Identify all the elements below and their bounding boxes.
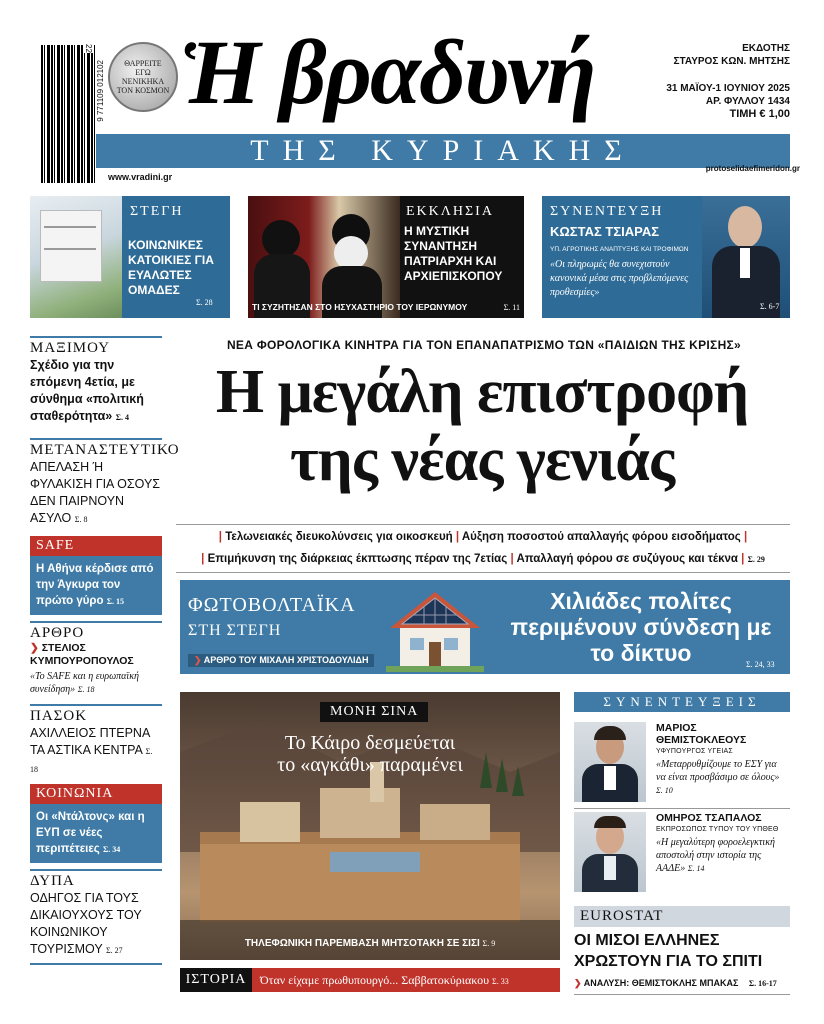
lead-kicker: ΝΕΑ ΦΟΡΟΛΟΓΙΚΑ ΚΙΝΗΤΡΑ ΓΙΑ ΤΟΝ ΕΠΑΝΑΠΑΤΡΙΣΜΟ ΤΩΝ «ΠΑΙΔΙΩΝ ΤΗΣ ΚΡΙΣΗΣ» — [226, 338, 742, 352]
pasok-text-body: ΑΧΙΛΛΕΙΟΣ ΠΤΕΡΝΑ ΤΑ ΑΣΤΙΚΑ ΚΕΝΤΡΑ — [30, 726, 150, 757]
eurostat-page: Σ. 16-17 — [748, 979, 777, 988]
website-link[interactable]: www.vradini.gr — [108, 172, 173, 182]
publisher-name: ΣΤΑΥΡΟΣ ΚΩΝ. ΜΗΤΣΗΣ — [673, 56, 790, 67]
divider — [30, 869, 162, 871]
solar-title: ΦΩΤΟΒΟΛΤΑΪΚΑ — [188, 594, 356, 616]
pasok-page: Σ. 18 — [30, 747, 153, 774]
church-caption: ΤΙ ΣΥΖΗΤΗΣΑΝ ΣΤΟ ΗΣΥΧΑΣΤΗΡΙΟ ΤΟΥ ΙΕΡΩΝΥΜΟΥ — [252, 302, 468, 312]
society-text-body: Οι «Ντάλτονς» και η ΕΥΠ σε νέες περιπέτειες — [36, 811, 145, 855]
divider — [30, 963, 162, 965]
history-page: Σ. 33 — [492, 977, 509, 986]
lead-headline-line-2: της νέας γενιάς — [289, 426, 675, 494]
coin-emblem — [108, 42, 178, 112]
church-headline: Η ΜΥΣΤΙΚΗ ΣΥΝΑΝΤΗΣΗ ΠΑΤΡΙΑΡΧΗ ΚΑΙ ΑΡΧΙΕΠΙΣΚΟΠΟΥ — [404, 224, 503, 283]
section-maximou: ΜΑΞΙΜΟΥ — [30, 340, 111, 356]
dypa-text-body: ΟΔΗΓΟΣ ΓΙΑ ΤΟΥΣ ΔΙΚΑΙΟΥΧΟΥΣ ΤΟΥ ΚΟΙΝΩΝΙΚΟΥ ΤΟΥΡΙΣΜΟΥ — [30, 891, 142, 956]
top-box-housing[interactable] — [30, 196, 230, 318]
history-text-body: Όταν είχαμε πρωθυπουργό... Σαββατοκύριακου — [260, 973, 490, 987]
housing-headline: ΚΟΙΝΩΝΙΚΕΣ ΚΑΤΟΙΚΙΕΣ ΓΙΑ ΕΥΑΛΩΤΕΣ ΟΜΑΔΕΣ — [128, 238, 214, 297]
section-migration: ΜΕΤΑΝΑΣΤΕΥΤΙΚΟ — [30, 442, 180, 458]
maximou-text-body: Σχέδιο για την επόμενη 4ετία, με σύνθημα «πολιτική σταθερότητα» — [30, 358, 144, 423]
tsapalos-quote — [656, 836, 788, 875]
church-page: Σ. 11 — [503, 302, 520, 312]
church-kicker: ΕΚΚΛΗΣΙΑ — [406, 204, 494, 219]
divider — [30, 621, 162, 623]
section-dypa: ΔΥΠΑ — [30, 873, 75, 889]
barcode-digits: 9 771109 012102 — [96, 60, 105, 122]
history-text — [260, 973, 509, 988]
tsapalos-quote-text: «Η μεγαλύτερη φοροελεγκτική αποστολή στην ιστορία της ΑΑΔΕ» — [656, 837, 775, 874]
tsapalos-photo — [574, 812, 646, 892]
top-box-interview[interactable] — [542, 196, 790, 318]
church-photo — [248, 196, 400, 318]
issue-price: ΤΙΜΗ € 1,00 — [729, 108, 790, 120]
eurostat-headline[interactable]: ΟΙ ΜΙΣΟΙ ΕΛΛΗΝΕΣ ΧΡΩΣΤΟΥΝ ΓΙΑ ΤΟ ΣΠΙΤΙ — [574, 932, 763, 970]
dypa-text[interactable] — [30, 890, 162, 959]
society-text[interactable] — [30, 804, 162, 863]
article-text-body: «Το SAFE και η ευρωπαϊκή συνείδηση» — [30, 671, 139, 695]
themistokleous-quote — [656, 758, 788, 797]
lead-bullets: | Τελωνειακές διευκολύνσεις για οικοσκευή | Αύξηση ποσοστού απαλλαγής φόρου εισοδήματος | | Επιμήκυνση της διάρκειας έκπτωσης πέραν της 7ετίας | Απαλλαγή φόρου σε συζύγους και τέκνα | Σ. 29 — [201, 531, 765, 565]
lead-rule — [176, 572, 790, 573]
interviews-panel — [574, 692, 790, 712]
lead-bullet: Επιμήκυνση της διάρκειας έκπτωσης πέραν της 7ετίας — [207, 553, 508, 565]
society-page: Σ. 34 — [103, 845, 121, 854]
interview-tsapalos[interactable] — [574, 812, 790, 896]
monastery-headline-line-1: Το Κάιρο δεσμεύεται — [284, 732, 456, 754]
source-credit: protoselidaefimeridon.gr — [705, 164, 800, 173]
safe-text[interactable] — [30, 556, 162, 615]
newspaper-logo[interactable]: Ἡ βραδυνή — [180, 21, 595, 123]
maximou-text[interactable] — [30, 357, 162, 426]
lead-bullet: Απαλλαγή φόρου σε συζύγους και τέκνα — [516, 553, 738, 565]
monastery-page: Σ. 9 — [482, 939, 496, 948]
interview-kicker: ΣΥΝΕΝΤΕΥΞΗ — [550, 204, 664, 219]
themistokleous-role: ΥΦΥΠΟΥΡΓΟΣ ΥΓΕΙΑΣ — [656, 748, 733, 755]
housing-kicker: ΣΤΕΓΗ — [130, 204, 184, 219]
solar-story[interactable] — [180, 580, 790, 674]
themistokleous-first-name: ΜΑΡΙΟΣ — [656, 722, 697, 734]
lead-headline-line-1: Η μεγάλη επιστροφή — [215, 358, 749, 426]
tsapalos-page: Σ. 14 — [687, 864, 705, 873]
top-box-church[interactable] — [248, 196, 524, 318]
divider — [574, 808, 790, 809]
divider — [30, 438, 162, 440]
eurostat-byline: ❯ ΑΝΑΛΥΣΗ: ΘΕΜΙΣΤΟΚΛΗΣ ΜΠΑΚΑΣ Σ. 16-17 — [574, 978, 777, 988]
interview-quote: «Οι πληρωμές θα συνεχιστούν κανονικά μέσα στις προβλεπόμενες προθεσμίες» — [550, 259, 689, 298]
article-author: ❯ ΣΤΕΛΙΟΣ ΚΥΜΠΟΥΡΟΠΟΥΛΟΣ — [30, 642, 134, 667]
monastery-headline-line-2: το «αγκάθι» παραμένει — [277, 754, 463, 776]
safe-page: Σ. 15 — [106, 597, 125, 606]
solar-page: Σ. 24, 33 — [746, 660, 775, 669]
barcode — [40, 44, 98, 184]
maximou-page: Σ. 4 — [115, 413, 129, 422]
migration-text[interactable] — [30, 459, 162, 528]
issue-date: 31 ΜΑΪΟΥ-1 ΙΟΥΝΙΟΥ 2025 — [666, 83, 790, 94]
publication-info — [660, 42, 790, 121]
left-column — [30, 336, 180, 965]
divider — [574, 994, 790, 995]
church-caption-row — [252, 302, 520, 312]
section-safe: SAFE — [30, 536, 162, 556]
interviews-header: ΣΥΝΕΝΤΕΥΞΕΙΣ — [574, 692, 790, 712]
migration-page: Σ. 8 — [74, 515, 88, 524]
solar-author-name: ΑΡΘΡΟ ΤΟΥ ΜΙΧΑΛΗ ΧΡΙΣΤΟΔΟΥΛΙΔΗ — [203, 655, 369, 665]
themistokleous-photo — [574, 722, 646, 802]
themistokleous-last-name: ΘΕΜΙΣΤΟΚΛΕΟΥΣ — [656, 734, 747, 746]
lead-headline[interactable] — [172, 358, 792, 494]
article-text[interactable] — [30, 670, 162, 696]
monastery-story[interactable] — [180, 692, 560, 960]
section-pasok: ΠΑΣΟΚ — [30, 708, 88, 724]
monastery-caption — [180, 938, 560, 949]
housing-photo — [30, 196, 122, 318]
migration-text-body: ΑΠΕΛΑΣΗ Ή ΦΥΛΑΚΙΣΗ ΓΙΑ ΟΣΟΥΣ ΔΕΝ ΠΑΙΡΝΟΥΝ ΑΣΥΛΟ — [30, 460, 161, 525]
solar-author: ❯ ΑΡΘΡΟ ΤΟΥ ΜΙΧΑΛΗ ΧΡΙΣΤΟΔΟΥΛΙΔΗ — [188, 654, 374, 667]
interview-themistokleous[interactable] — [574, 722, 790, 806]
barcode-issue: 22 — [84, 44, 93, 53]
pasok-text[interactable] — [30, 725, 162, 778]
eurostat-header: EUROSTAT — [574, 906, 790, 927]
divider — [30, 704, 162, 706]
monastery-tag: ΜΟΝΗ ΣΙΝΑ — [320, 702, 428, 722]
publisher-label: ΕΚΔΟΤΗΣ — [742, 43, 790, 54]
themistokleous-name — [656, 722, 746, 746]
themistokleous-quote-text: «Μεταρρυθμίζουμε το ΕΣΥ για να είναι προσβάσιμο σε όλους» — [656, 759, 780, 783]
lead-bullet: Τελωνειακές διευκολύνσεις για οικοσκευή — [225, 531, 453, 543]
newspaper-subtitle: ΤΗΣ ΚΥΡΙΑΚΗΣ — [96, 134, 790, 168]
lead-page: Σ. 29 — [747, 555, 765, 564]
themistokleous-page: Σ. 10 — [656, 786, 673, 795]
divider — [30, 336, 162, 338]
tsapalos-role: ΕΚΠΡΟΣΩΠΟΣ ΤΥΠΟΥ ΤΟΥ ΥΠΘΕΘ — [656, 826, 779, 833]
dypa-page: Σ. 27 — [105, 946, 123, 955]
section-society: ΚΟΙΝΩΝΙΑ — [30, 784, 162, 804]
history-kicker: ΙΣΤΟΡΙΑ — [180, 968, 252, 992]
tsapalos-name: ΟΜΗΡΟΣ ΤΣΑΠΑΛΟΣ — [656, 812, 762, 824]
housing-page: Σ. 28 — [196, 298, 213, 307]
house-icon — [380, 584, 490, 672]
history-strip[interactable] — [180, 968, 560, 992]
interview-page: Σ. 6-7 — [760, 302, 780, 311]
monastery-caption-text: ΤΗΛΕΦΩΝΙΚΗ ΠΑΡΕΜΒΑΣΗ ΜΗΤΣΟΤΑΚΗ ΣΕ ΣΙΣΙ — [244, 938, 480, 949]
article-page: Σ. 18 — [77, 685, 95, 694]
solar-headline: Χιλιάδες πολίτες περιμένουν σύνδεση με το δίκτυο — [510, 588, 772, 666]
tsiaras-photo — [702, 196, 790, 318]
lead-bullet: Αύξηση ποσοστού απαλλαγής φόρου εισοδήματος — [461, 531, 741, 543]
solar-subtitle: ΣΤΗ ΣΤΕΓΗ — [188, 622, 282, 639]
lead-rule — [176, 524, 790, 525]
section-article: ΑΡΘΡΟ — [30, 625, 85, 641]
interview-name: ΚΩΣΤΑΣ ΤΣΙΑΡΑΣ — [550, 224, 660, 239]
eurostat-byline-text: ΑΝΑΛΥΣΗ: ΘΕΜΙΣΤΟΚΛΗΣ ΜΠΑΚΑΣ — [583, 978, 739, 988]
coin-text: ΘΑΡΡΕΙΤΕ ΕΓΩ ΝΕΝΙΚΗΚΑ ΤΟΝ ΚΟΣΜΟΝ — [116, 59, 170, 95]
issue-number: ΑΡ. ΦΥΛΛΟΥ 1434 — [705, 96, 790, 107]
article-author-name: ΣΤΕΛΙΟΣ ΚΥΜΠΟΥΡΟΠΟΥΛΟΣ — [30, 642, 134, 667]
interview-role: ΥΠ. ΑΓΡΟΤΙΚΗΣ ΑΝΑΠΤΥΞΗΣ ΚΑΙ ΤΡΟΦΙΜΩΝ — [550, 246, 689, 253]
safe-text-body: Η Αθήνα κέρδισε από την Άγκυρα τον πρώτο γύρο — [36, 563, 154, 607]
monastery-headline — [180, 732, 560, 776]
